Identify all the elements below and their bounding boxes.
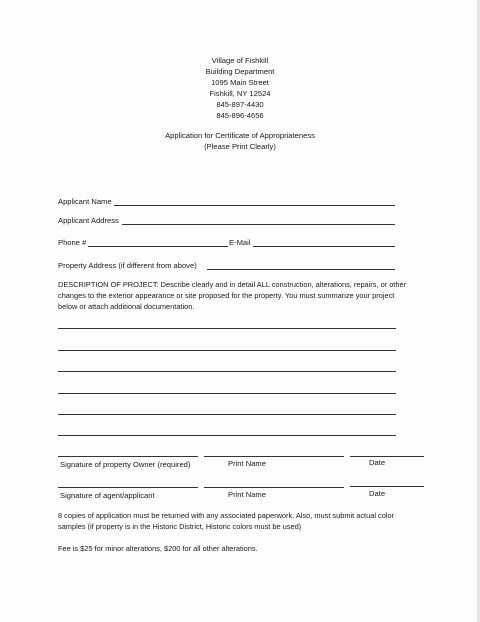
agent-print-name-label: Print Name — [228, 490, 266, 499]
description-line-2: changes to the exterior appearance or site proposed for the property. You must summarize your project — [58, 291, 395, 300]
header-line-city: Fishkill, NY 12524 — [209, 89, 271, 98]
owner-print-name-label: Print Name — [228, 459, 266, 468]
applicant-name-line[interactable] — [114, 205, 395, 206]
header-line-phone-1: 845-897-4430 — [216, 100, 264, 109]
description-line-1: DESCRIPTION OF PROJECT: Describe clearly and in detail ALL construction, alterations, repairs, or other — [58, 280, 407, 289]
owner-date-line[interactable] — [350, 456, 424, 457]
agent-print-name-line[interactable] — [204, 487, 344, 488]
description-line-3: below or attach additional documentation. — [58, 302, 195, 311]
applicant-address-line[interactable] — [122, 224, 395, 225]
agent-date-label: Date — [369, 489, 386, 498]
description-writing-line[interactable] — [58, 350, 396, 351]
header-line-department: Building Department — [205, 67, 275, 76]
agent-signature-label: Signature of agent/applicant — [60, 491, 155, 500]
copies-note-line-2: samples (if property is in the Historic District, Historic colors must be used) — [58, 522, 302, 531]
property-address-line[interactable] — [207, 269, 395, 270]
department-header — [0, 55, 480, 121]
project-description-instructions — [58, 279, 438, 312]
phone-label: Phone # — [58, 238, 87, 247]
header-line-street: 1095 Main Street — [211, 78, 269, 87]
owner-signature-line[interactable] — [58, 456, 198, 457]
applicant-address-label: Applicant Address — [58, 216, 119, 225]
description-writing-line[interactable] — [58, 328, 396, 329]
fee-note: Fee is $25 for minor alterations, $200 for all other alterations. — [58, 544, 258, 553]
owner-print-name-line[interactable] — [204, 456, 344, 457]
phone-line[interactable] — [88, 246, 228, 247]
description-writing-line[interactable] — [58, 414, 396, 415]
applicant-name-label: Applicant Name — [58, 197, 112, 206]
description-writing-line[interactable] — [58, 393, 396, 394]
header-line-village: Village of Fishkill — [211, 56, 269, 65]
owner-date-label: Date — [369, 458, 386, 467]
agent-signature-line[interactable] — [58, 487, 198, 488]
copies-requirement-note — [58, 510, 448, 532]
copies-note-line-1: 8 copies of application must be returned with any associated paperwork. Also, must submit actual color — [58, 511, 395, 520]
description-writing-line[interactable] — [58, 371, 396, 372]
description-writing-line[interactable] — [58, 435, 396, 436]
email-label: E-Mail — [229, 238, 251, 247]
form-title-main: Application for Certificate of Appropriateness — [165, 131, 315, 140]
header-line-phone-2: 845-896-4656 — [216, 111, 264, 120]
property-address-label: Property Address (if different from above) — [58, 261, 197, 270]
email-line[interactable] — [253, 246, 395, 247]
agent-date-line[interactable] — [350, 486, 424, 487]
owner-signature-label: Signature of property Owner (required) — [60, 460, 191, 469]
form-title-instruction: (Please Print Clearly) — [204, 142, 276, 151]
form-title — [0, 130, 480, 152]
